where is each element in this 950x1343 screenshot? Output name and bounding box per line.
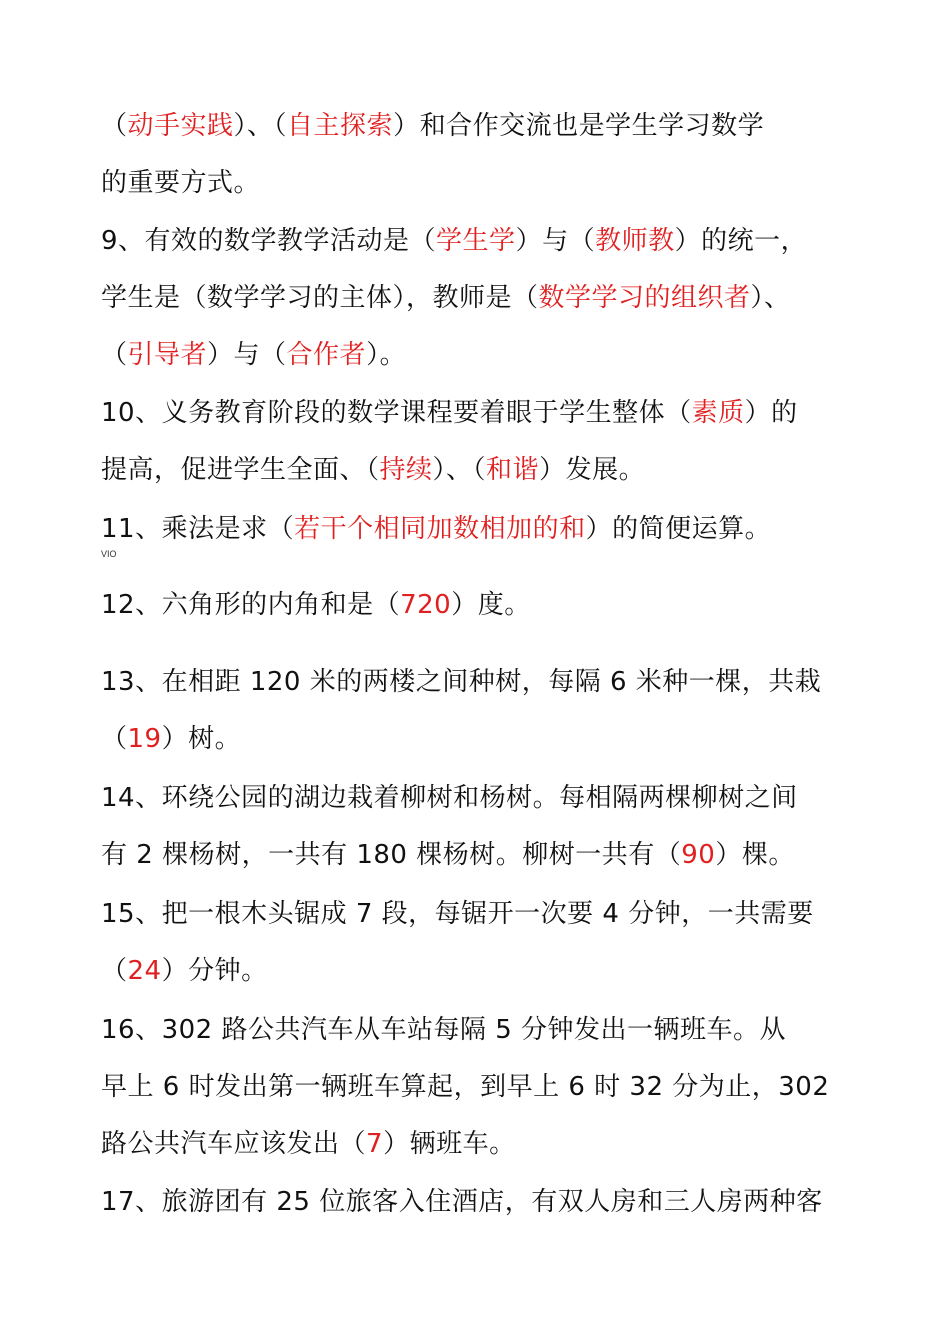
text-line: 路公共汽车应该发出（7）辆班车。 bbox=[101, 1129, 516, 1159]
question-14: 14、环绕公园的湖边栽着柳树和杨树。每相隔两棵柳树之间 bbox=[101, 783, 798, 813]
text-line: （引导者）与（合作者）。 bbox=[101, 340, 407, 370]
answer-text: 若干个相同加数相加的和 bbox=[294, 514, 586, 544]
answer-text: 24 bbox=[127, 956, 162, 986]
answer-text: 合作者 bbox=[286, 340, 367, 370]
answer-text: 持续 bbox=[379, 455, 433, 485]
text-line: （19）树。 bbox=[101, 724, 242, 754]
answer-text: 和谐 bbox=[486, 455, 540, 485]
text-line: （动手实践）、（自主探索）和合作交流也是学生学习数学 bbox=[101, 111, 765, 141]
question-13: 13、在相距 120 米的两楼之间种树，每隔 6 米种一棵，共栽 bbox=[101, 667, 822, 697]
answer-text: 19 bbox=[127, 724, 162, 754]
answer-text: 素质 bbox=[691, 398, 745, 428]
answer-text: 自主探索 bbox=[287, 111, 394, 141]
answer-text: 7 bbox=[366, 1129, 384, 1159]
answer-text: 90 bbox=[681, 840, 716, 870]
small-mark: VIO bbox=[101, 549, 117, 559]
answer-text: 学生学 bbox=[436, 226, 516, 256]
question-15: 15、把一根木头锯成 7 段，每锯开一次要 4 分钟，一共需要 bbox=[101, 899, 814, 929]
text-line: （24）分钟。 bbox=[101, 956, 268, 986]
question-12: 12、六角形的内角和是（720）度。 bbox=[101, 590, 531, 620]
text-line: 早上 6 时发出第一辆班车算起，到早上 6 时 32 分为止，302 bbox=[101, 1072, 830, 1102]
question-11: 11、乘法是求（若干个相同加数相加的和）的简便运算。 bbox=[101, 514, 772, 544]
answer-text: 动手实践 bbox=[127, 111, 234, 141]
answer-text: 数学学习的组织者 bbox=[538, 283, 751, 313]
answer-text: 引导者 bbox=[127, 340, 208, 370]
answer-text: 720 bbox=[400, 590, 452, 620]
text-line: 提高，促进学生全面、（持续）、（和谐）发展。 bbox=[101, 455, 646, 485]
question-10: 10、义务教育阶段的数学课程要着眼于学生整体（素质）的 bbox=[101, 398, 798, 428]
text-line: 的重要方式。 bbox=[101, 168, 261, 198]
answer-text: 教师教 bbox=[595, 226, 675, 256]
question-16: 16、302 路公共汽车从车站每隔 5 分钟发出一辆班车。从 bbox=[101, 1015, 787, 1045]
question-9: 9、有效的数学教学活动是（学生学）与（教师教）的统一， bbox=[101, 226, 808, 256]
text-line: 学生是（数学学习的主体），教师是（数学学习的组织者）、 bbox=[101, 283, 791, 313]
question-17: 17、旅游团有 25 位旅客入住酒店，有双人房和三人房两种客 bbox=[101, 1187, 823, 1217]
text-line: 有 2 棵杨树，一共有 180 棵杨树。柳树一共有（90）棵。 bbox=[101, 840, 795, 870]
